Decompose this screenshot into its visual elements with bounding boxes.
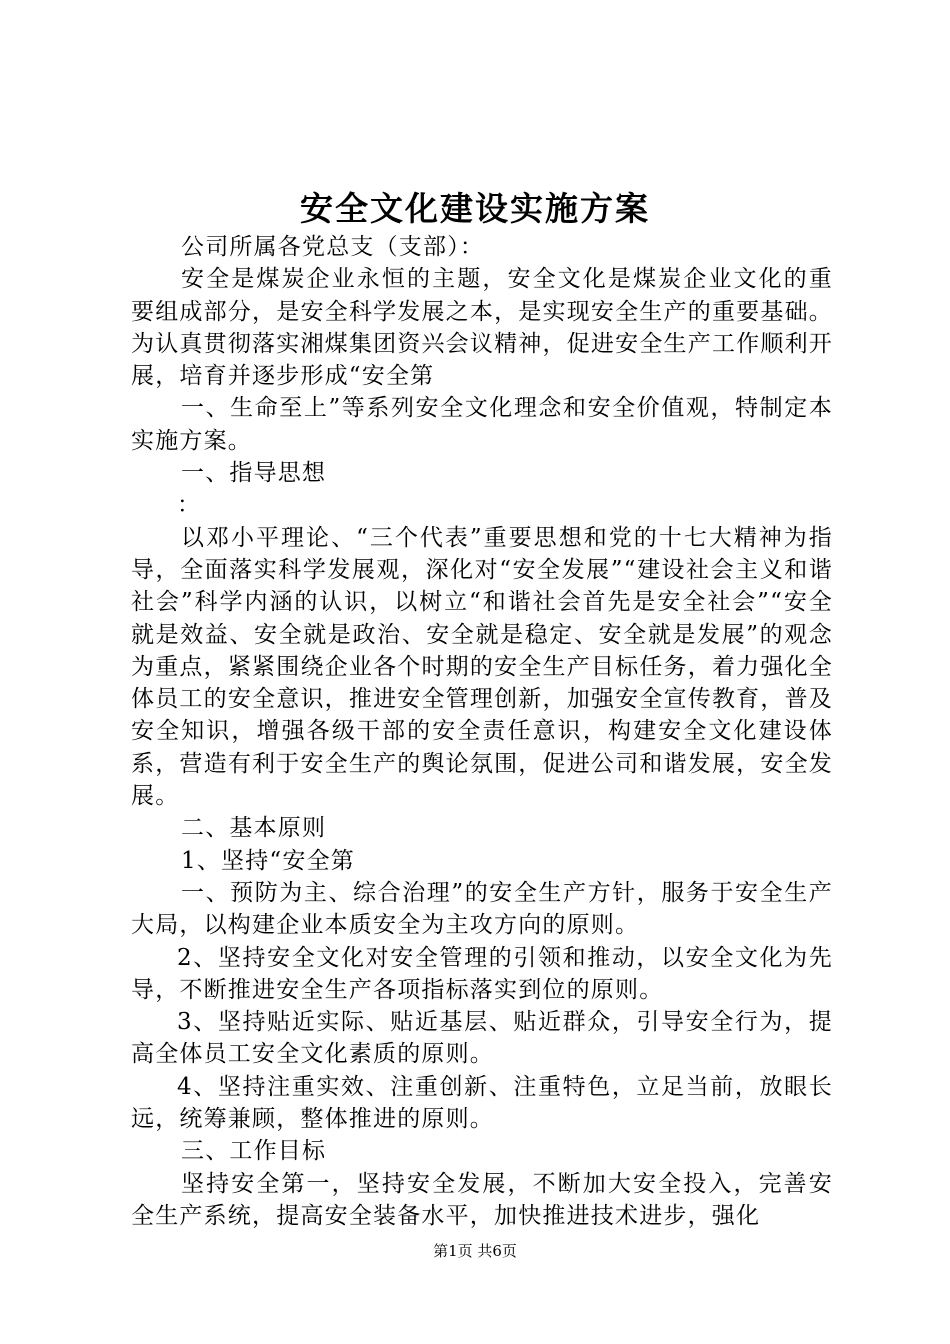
page-footer: 第1页 共6页: [433, 1242, 517, 1260]
principle-3-text: 3、坚持贴近实际、贴近基层、贴近群众，引导安全行为，提高全体员工安全文化素质的原则。: [131, 1009, 833, 1068]
principle-1-text: 一、预防为主、综合治理”的安全生产方针，服务于安全生产大局，以构建企业本质安全为主攻方向的原则。: [131, 879, 833, 939]
paragraph-intro: 安全是煤炭企业永恒的主题，安全文化是煤炭企业文化的重要组成部分，是安全科学发展之本，是实现安全生产的重要基础。为认真贯彻落实湘煤集团资兴会议精神，促进安全生产工作顺利开展，培育并逐步形成“安全第: [131, 266, 833, 390]
principle-4-text: 4、坚持注重实效、注重创新、注重特色，立足当前，放眼长远，统筹兼顾，整体推进的原则。: [131, 1073, 833, 1133]
paragraph-work-goals: 坚持安全第一，坚持安全发展，不断加大安全投入，完善安全生产系统，提高安全装备水平，加快推进技术进步，强化: [131, 1170, 833, 1229]
principle-2-text: 2、坚持安全文化对安全管理的引领和推动，以安全文化为先导，不断推进安全生产各项指标落实到位的原则。: [131, 944, 833, 1003]
document-body: [131, 231, 833, 1232]
section-heading-work-goals: 三、工作目标: [181, 1138, 327, 1165]
colon-line: ：: [177, 492, 202, 519]
principle-1-heading: 1、坚持“安全第: [181, 847, 355, 874]
document-title: 安全文化建设实施方案: [300, 189, 650, 228]
salutation: 公司所属各党总支（支部）：: [181, 234, 485, 260]
section-heading-guiding-thought: 一、指导思想: [181, 460, 327, 487]
paragraph-guiding-thought: 以邓小平理论、“三个代表”重要思想和党的十七大精神为指导，全面落实科学发展观，深化对“安全发展”“建设社会主义和谐社会”科学内涵的认识，以树立“和谐社会首先是安全社会”“安全就是效益、安全就是政治、安全就是稳定、安全就是发展”的观念为重点，紧紧围绕企业各个时期的安全生产目标任务，着力强化全体员工的安全意识，推进安全管理创新，加强安全宣传教育，普及安全知识，增强各级干部的安全责任意识，构建安全文化建设体系，营造有利于安全生产的舆论氛围，促进公司和谐发展，安全发展。: [131, 524, 833, 810]
section-heading-basic-principles: 二、基本原则: [181, 815, 327, 842]
paragraph-intro-continued: 一、生命至上”等系列安全文化理念和安全价值观，特制定本实施方案。: [131, 395, 833, 454]
